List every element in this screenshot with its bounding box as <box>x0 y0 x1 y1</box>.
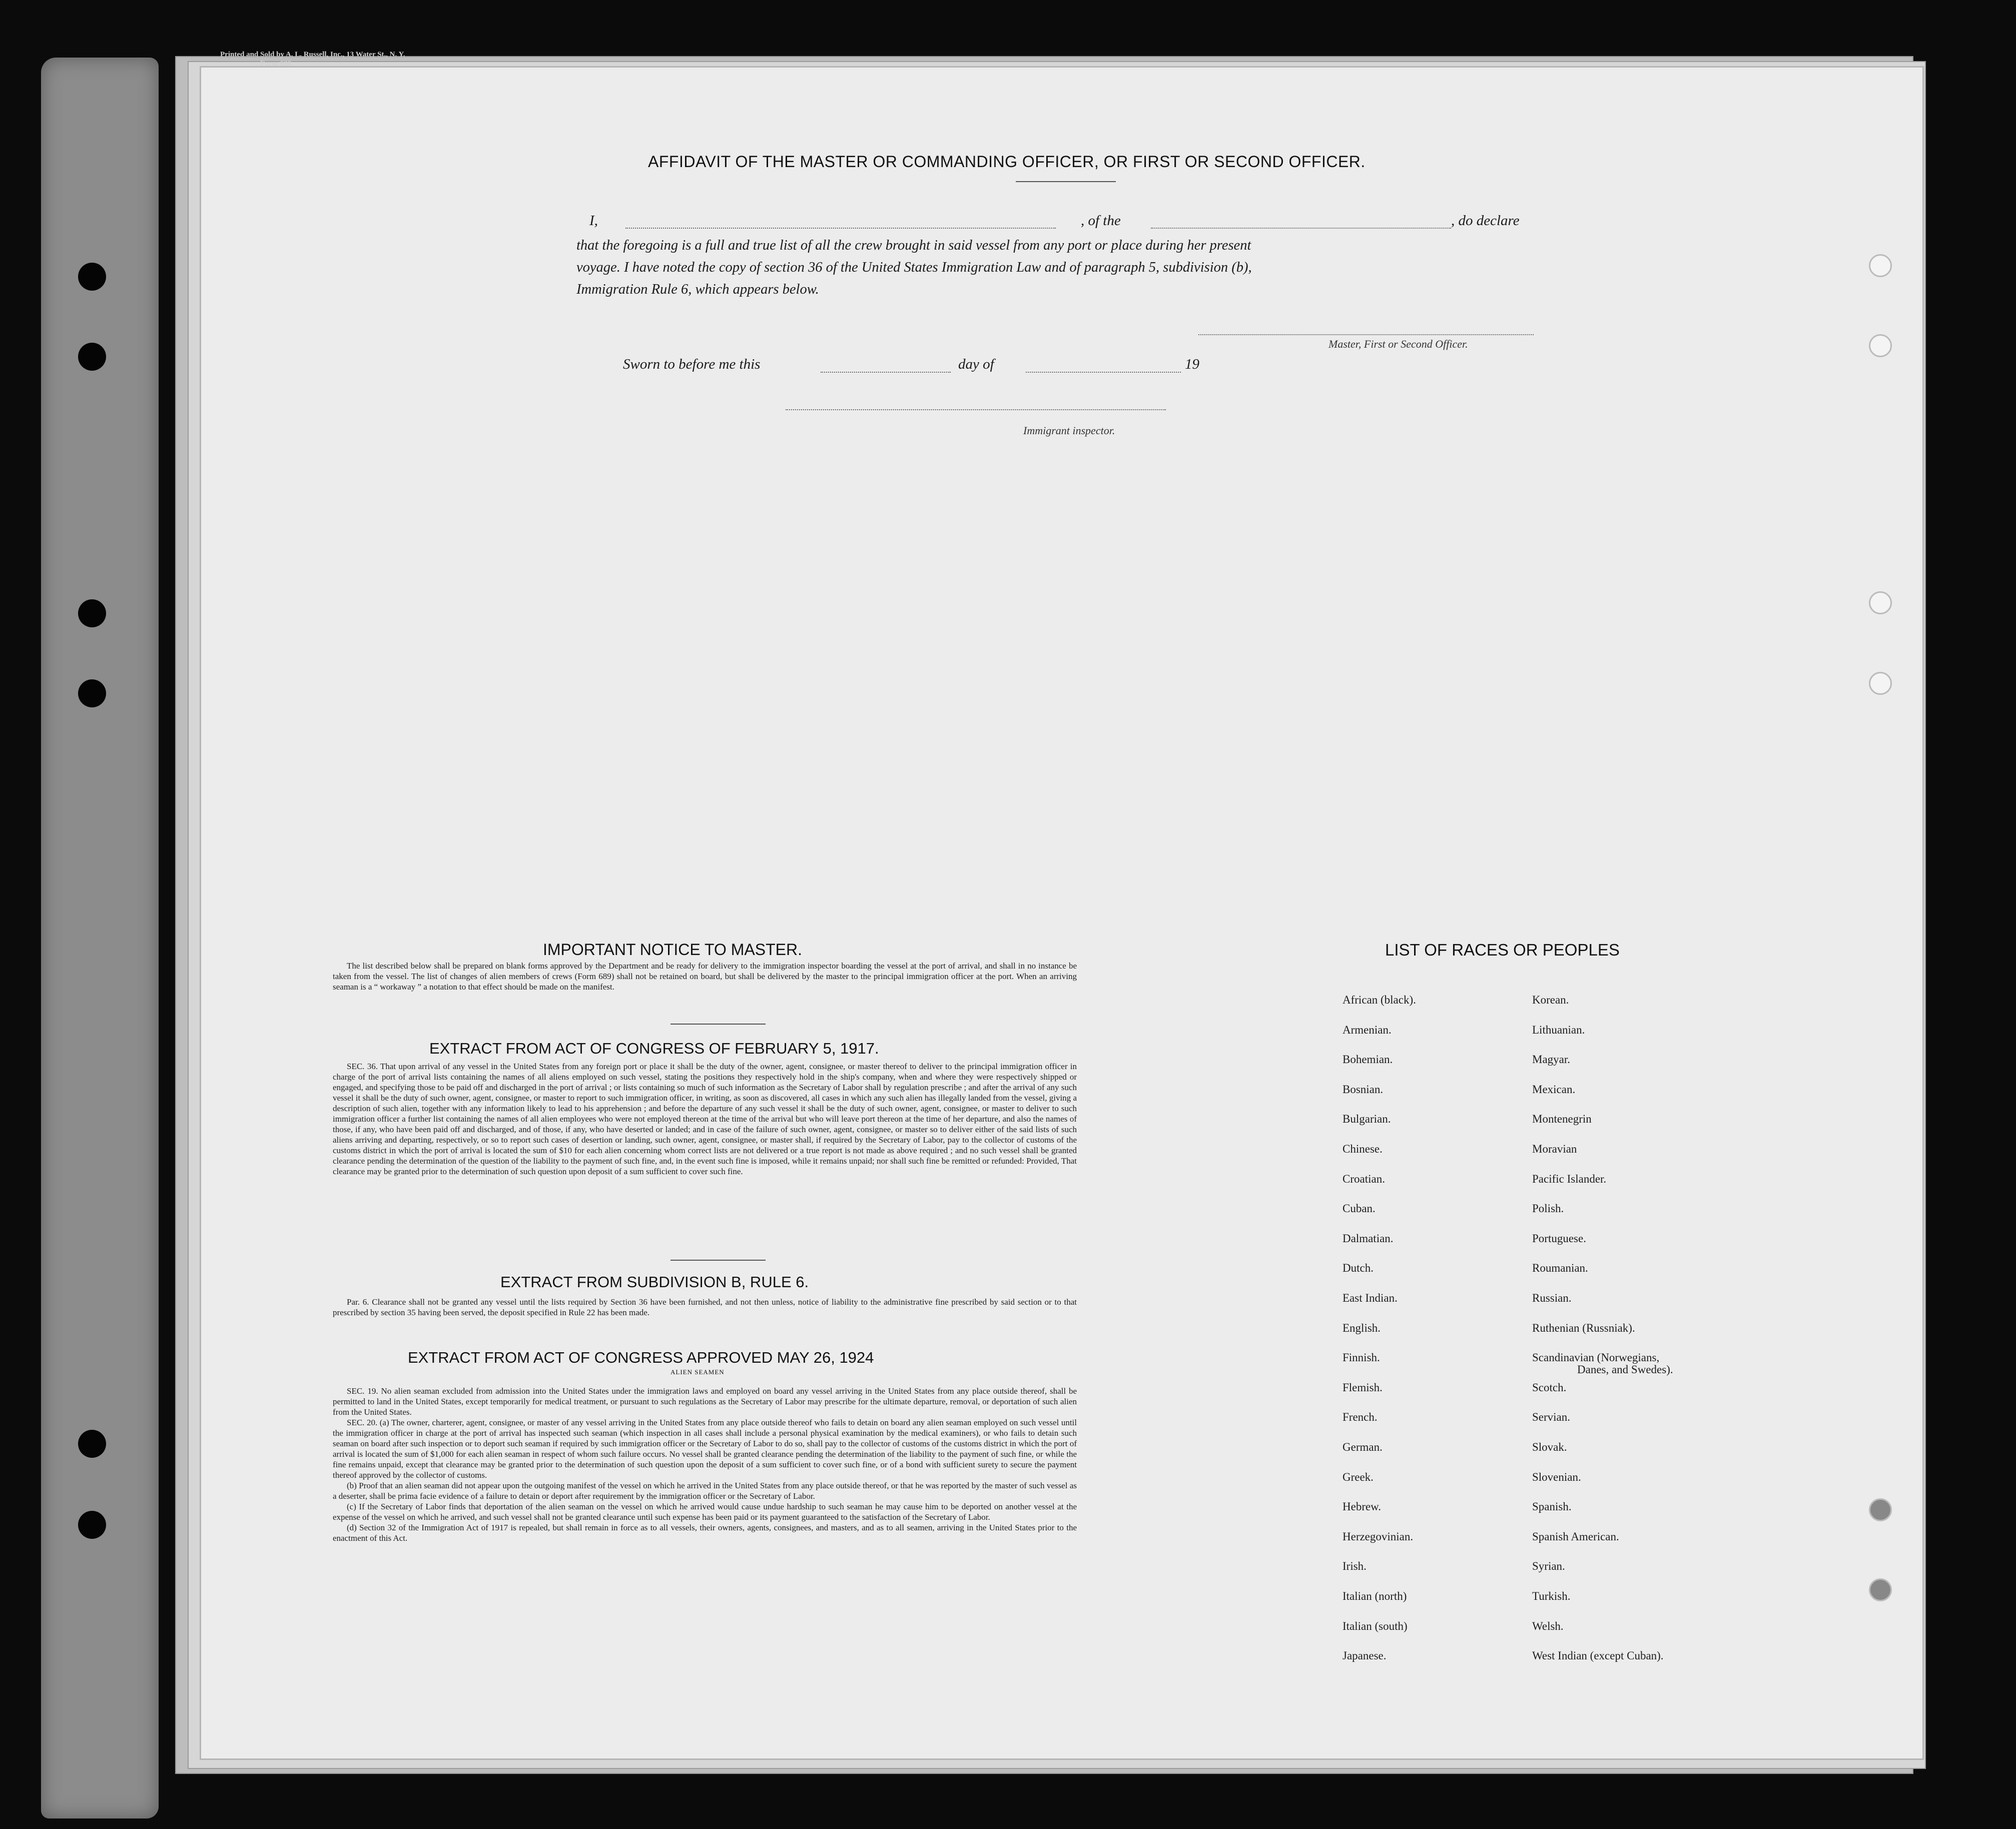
race-entry: Hebrew. <box>1342 1500 1382 1513</box>
affidavit-of-the: , of the <box>1081 213 1121 229</box>
race-entry: Spanish. <box>1532 1500 1572 1513</box>
race-entry: Dutch. <box>1342 1262 1374 1275</box>
section-36-paragraph: SEC. 36. That upon arrival of any vessel in the United States from any foreign port or place it shall be the duty of the owner, agent, consignee, or master thereof to deliver to the principal immigration officer in charge of the port of arrival lists containing the names of all aliens employed on such vessel, stating the positions they respectively hold in the ship's company, when and where they were respectively shipped or engaged, and specifying those to be paid off and discharged in the port of arrival ; or lists containing so much of such information as the Secretary of Labor shall by regulation prescribe ; and after the arrival of any such vessel it shall be the duty of such owner, agent, consignee, or master to report to such immigration officer, in writing, as soon as discovered, all cases in which any such alien has illegally landed from the vessel, giving a description of such alien, together with any information likely to lead to his apprehension ; and before the departure of any such vessel it shall be the duty of such owner, agent, consignee, or master to deliver to such immigration officer a further list containing the names of all alien employees who were not employed thereon at the time of the arrival but who will leave port thereon at the time of her departure, and also the names of those, if any, who have been paid off and discharged, and of those, if any, who have deserted or landed; and in case of the failure of such owner, agent, consignee, or master so to deliver either of the said lists of such aliens arriving and departing, respectively, or so to report such cases of desertion or landing, such owner, agent, consignee, or master shall, if required by the Secretary of Labor, pay to the collector of customs of the customs district in which the port of arrival is located the sum of $10 for each alien concerning whom correct lists are not delivered or a true report is not made as above required ; and no such vessel shall be granted clearance pending the determination of the question of the liability to the payment of such fine, and, in the event such fine is imposed, while it remains unpaid; nor shall such fine be remitted or refunded: Provided, That clearance may be granted prior to the determination of such question upon deposit of a sum sufficient to cover such fine. <box>333 1062 1077 1176</box>
ring-hole <box>1869 334 1892 357</box>
race-entry: Dalmatian. <box>1342 1232 1394 1245</box>
printer-line: Printed and Sold by A. L. Russell, Inc., 13 Water St., N. Y. <box>220 51 405 59</box>
notice-text <box>333 961 1077 992</box>
affidavit-do-declare: , do declare <box>1451 213 1520 229</box>
affidavit-line: Immigration Rule 6, which appears below. <box>576 282 819 297</box>
name-blank <box>625 228 1056 229</box>
year-prefix: 19 <box>1185 356 1199 372</box>
race-entry: East Indian. <box>1342 1292 1398 1304</box>
race-entry: Polish. <box>1532 1202 1564 1215</box>
race-entry: Bulgarian. <box>1342 1113 1391 1126</box>
signature-blank <box>1198 334 1534 335</box>
inspector-blank <box>786 409 1166 410</box>
section-divider <box>670 1260 766 1261</box>
signature-caption: Master, First or Second Officer. <box>1328 338 1468 350</box>
form-number: Form 630 <box>260 60 292 68</box>
race-entry: Slovak. <box>1532 1441 1567 1453</box>
day-blank <box>821 372 951 373</box>
ring-hole <box>1869 254 1892 277</box>
race-entry: Finnish. <box>1342 1351 1380 1364</box>
extract-rule6-title: EXTRACT FROM SUBDIVISION B, RULE 6. <box>500 1273 809 1291</box>
races-title: LIST OF RACES OR PEOPLES <box>1385 941 1620 959</box>
race-entry: African (black). <box>1342 994 1416 1006</box>
race-entry: Magyar. <box>1532 1053 1571 1066</box>
printer-imprint <box>220 50 405 68</box>
race-entry: Korean. <box>1532 994 1569 1006</box>
race-entry: Bosnian. <box>1342 1083 1384 1096</box>
punch-hole <box>78 1430 106 1458</box>
sec-20a-paragraph: SEC. 20. (a) The owner, charterer, agent, consignee, or master of any vessel arriving in the United States from any place outside thereof who fails to detain on board any alien seaman employed on such vessel until the immigration officer in charge at the port of arrival has inspected such seaman (which inspection in all cases shall include a personal physical examination by the medical examiners), or who fails to detain such seaman on board after such inspection or to deport such seaman if required by such immigration officer or the Secretary of Labor to do so, shall pay to the collector of customs of the customs district in which the port of arrival is located the sum of $1,000 for each alien seaman in respect of whom such failure occurs. No vessel shall be granted clearance pending the determination of the liability to the payment of such fine, or while the fine remains unpaid, except that clearance may be granted prior to the determination of such question upon the deposit of a sum sufficient to cover such fine, or of a bond with sufficient surety to secure the payment thereof approved by the collector of customs. <box>333 1418 1077 1480</box>
sec-20c-paragraph: (c) If the Secretary of Labor finds that deportation of the alien seaman on the vessel on which he arrived would cause undue hardship to such seaman he may cause him to be deported on another vessel at the expense of the vessel on which he arrived, and such vessel shall not be granted clearance until such expense has been paid or its payment guaranteed to the satisfaction of the Secretary of Labor. <box>333 1502 1077 1522</box>
race-entry: Lithuanian. <box>1532 1023 1585 1036</box>
sec-19-paragraph: SEC. 19. No alien seaman excluded from admission into the United States under the immigration laws and employed on board any vessel arriving in the United States from any place outside thereof, shall be permitted to land in the United States, except temporarily for medical treatment, or pursuant to such regulations as the Secretary of Labor may prescribe for the ultimate departure, removal, or deportation of such alien from the United States. <box>333 1386 1077 1417</box>
par-6-paragraph: Par. 6. Clearance shall not be granted any vessel until the lists required by Section 36 have been furnished, and not then unless, notice of liability to the administrative fine prescribed by said section or to that prescribed by section 35 having been served, the deposit specified in Rule 22 has been made. <box>333 1297 1077 1317</box>
race-entry: German. <box>1342 1441 1383 1453</box>
race-entry: Croatian. <box>1342 1172 1385 1185</box>
race-entry: French. <box>1342 1411 1378 1424</box>
race-entry: Japanese. <box>1342 1649 1387 1662</box>
affidavit-title: AFFIDAVIT OF THE MASTER OR COMMANDING OFFICER, OR FIRST OR SECOND OFFICER. <box>648 153 1366 171</box>
sec-20b-paragraph: (b) Proof that an alien seaman did not appear upon the outgoing manifest of the vessel on which he arrived in the United States from any place outside thereof, or that he was reported by the master of such vessel as a deserter, shall be prima facie evidence of a failure to detain or deport after requirement by the immigration officer or the Secretary of Labor. <box>333 1481 1077 1501</box>
inspector-caption: Immigrant inspector. <box>1023 424 1115 437</box>
race-entry: Servian. <box>1532 1411 1571 1424</box>
title-underline <box>1016 181 1116 182</box>
race-entry: Italian (north) <box>1342 1590 1407 1602</box>
ring-hole <box>1869 1498 1892 1521</box>
binding-strip <box>41 58 159 1818</box>
punch-hole <box>78 599 106 627</box>
extract-1917-title: EXTRACT FROM ACT OF CONGRESS OF FEBRUARY 5, 1917. <box>429 1040 879 1057</box>
punch-hole <box>78 1511 106 1539</box>
race-entry: Flemish. <box>1342 1381 1383 1394</box>
punch-hole <box>78 343 106 371</box>
ring-hole <box>1869 591 1892 614</box>
affidavit-line: voyage. I have noted the copy of section 36 of the United States Immigration Law and of paragraph 5, subdivision (b), <box>576 260 1252 275</box>
race-entry: Bohemian. <box>1342 1053 1393 1066</box>
race-entry: Herzegovinian. <box>1342 1530 1414 1543</box>
ring-hole <box>1869 672 1892 695</box>
ring-hole <box>1869 1578 1892 1601</box>
extract-rule6-text <box>333 1297 1077 1318</box>
month-blank <box>1026 372 1181 373</box>
affidavit-line: that the foregoing is a full and true list of all the crew brought in said vessel from any port or place during her present <box>576 238 1251 253</box>
race-entry: Roumanian. <box>1532 1262 1588 1275</box>
affidavit-i: I, <box>589 213 598 229</box>
race-entry: Cuban. <box>1342 1202 1376 1215</box>
extract-1924-text <box>333 1386 1077 1543</box>
race-entry: Pacific Islander. <box>1532 1172 1607 1185</box>
race-entry: Montenegrin <box>1532 1113 1592 1126</box>
section-divider <box>670 1024 766 1025</box>
race-entry: Mexican. <box>1532 1083 1576 1096</box>
day-of-text: day of <box>958 356 994 372</box>
notice-paragraph: The list described below shall be prepared on blank forms approved by the Department and be ready for delivery to the immigration inspector boarding the vessel at the port of arrival, and shall in no instance be taken from the vessel. The list of changes of alien members of crews (Form 689) shall not be retained on board, but shall be delivered by the master to the principal immigration officer at the port. When an arriving seaman is a “ workaway ” a notation to that effect should be made on the manifest. <box>333 961 1077 992</box>
extract-1917-text <box>333 1061 1077 1177</box>
race-entry: English. <box>1342 1321 1381 1334</box>
race-entry: West Indian (except Cuban). <box>1532 1649 1664 1662</box>
race-entry: Welsh. <box>1532 1619 1564 1632</box>
race-entry: Moravian <box>1532 1143 1577 1155</box>
vessel-blank <box>1151 228 1451 229</box>
race-entry-continuation: Danes, and Swedes). <box>1577 1363 1673 1376</box>
extract-1924-subtitle: ALIEN SEAMEN <box>670 1368 725 1376</box>
race-entry: Scotch. <box>1532 1381 1567 1394</box>
race-entry: Syrian. <box>1532 1560 1565 1573</box>
race-entry: Italian (south) <box>1342 1619 1408 1632</box>
race-entry: Turkish. <box>1532 1590 1571 1602</box>
race-entry: Armenian. <box>1342 1023 1392 1036</box>
race-entry: Spanish American. <box>1532 1530 1619 1543</box>
notice-title: IMPORTANT NOTICE TO MASTER. <box>543 941 802 959</box>
race-entry: Scandinavian (Norwegians, <box>1532 1351 1660 1364</box>
punch-hole <box>78 679 106 707</box>
extract-1924-title: EXTRACT FROM ACT OF CONGRESS APPROVED MAY 26, 1924 <box>408 1349 874 1366</box>
race-entry: Chinese. <box>1342 1143 1383 1155</box>
sworn-text: Sworn to before me this <box>623 356 761 372</box>
race-entry: Irish. <box>1342 1560 1367 1573</box>
sec-20d-paragraph: (d) Section 32 of the Immigration Act of 1917 is repealed, but shall remain in force as to all vessels, their owners, agents, consignees, and masters, and as to all seamen, arriving in the United States prior to the enactment of this Act. <box>333 1523 1077 1543</box>
race-entry: Slovenian. <box>1532 1470 1581 1483</box>
bleed-through-marks <box>0 0 2016 1</box>
race-entry: Ruthenian (Russniak). <box>1532 1321 1635 1334</box>
race-entry: Portuguese. <box>1532 1232 1586 1245</box>
race-entry: Greek. <box>1342 1470 1374 1483</box>
race-entry: Russian. <box>1532 1292 1572 1304</box>
punch-hole <box>78 263 106 291</box>
